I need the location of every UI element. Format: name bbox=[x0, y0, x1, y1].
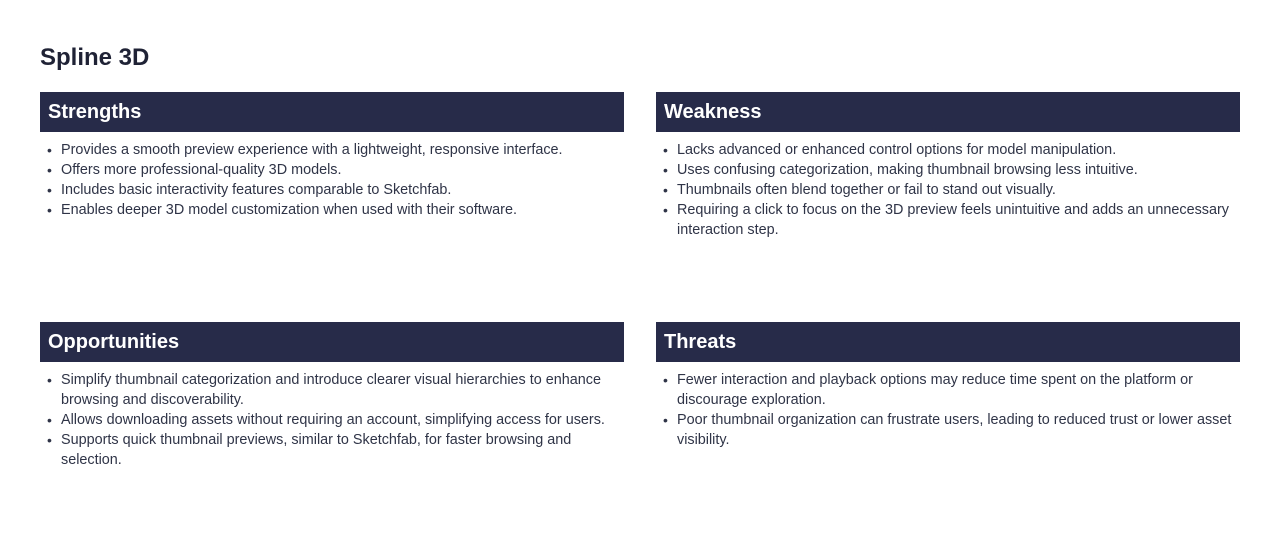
weakness-header: Weakness bbox=[656, 92, 1240, 132]
threats-header: Threats bbox=[656, 322, 1240, 362]
list-item bbox=[656, 370, 1240, 410]
list-item bbox=[40, 430, 624, 470]
list-item bbox=[656, 200, 1240, 240]
strengths-header: Strengths bbox=[40, 92, 624, 132]
list-item bbox=[656, 160, 1240, 180]
list-item bbox=[656, 140, 1240, 160]
list-item-text: Thumbnails often blend together or fail to stand out visually. bbox=[677, 182, 1056, 198]
list-item bbox=[656, 410, 1240, 450]
list-item-text: Fewer interaction and playback options may reduce time spent on the platform or discourage exploration. bbox=[677, 372, 1193, 408]
list-item-text: Includes basic interactivity features comparable to Sketchfab. bbox=[61, 182, 452, 198]
bullet-icon: • bbox=[663, 372, 668, 388]
list-item-text: Allows downloading assets without requiring an account, simplifying access for users. bbox=[61, 412, 605, 428]
bullet-icon: • bbox=[47, 182, 52, 198]
opportunities-header: Opportunities bbox=[40, 322, 624, 362]
bullet-icon: • bbox=[47, 202, 52, 218]
bullet-icon: • bbox=[47, 162, 52, 178]
list-item-text: Provides a smooth preview experience with a lightweight, responsive interface. bbox=[61, 142, 563, 158]
opportunities-section bbox=[40, 322, 624, 470]
list-item-text: Poor thumbnail organization can frustrate users, leading to reduced trust or lower asset visibility. bbox=[677, 412, 1232, 448]
list-item-text: Requiring a click to focus on the 3D preview feels unintuitive and adds an unnecessary interaction step. bbox=[677, 202, 1229, 238]
list-item bbox=[40, 410, 624, 430]
list-item bbox=[40, 160, 624, 180]
strengths-section bbox=[40, 92, 624, 220]
threats-section bbox=[656, 322, 1240, 450]
threats-list bbox=[656, 362, 1240, 450]
bullet-icon: • bbox=[663, 142, 668, 158]
strengths-list bbox=[40, 132, 624, 220]
bullet-icon: • bbox=[663, 412, 668, 428]
bullet-icon: • bbox=[663, 182, 668, 198]
page-title: Spline 3D bbox=[40, 44, 150, 71]
list-item-text: Supports quick thumbnail previews, similar to Sketchfab, for faster browsing and selection. bbox=[61, 432, 572, 468]
list-item-text: Enables deeper 3D model customization when used with their software. bbox=[61, 202, 517, 218]
list-item bbox=[40, 200, 624, 220]
bullet-icon: • bbox=[47, 412, 52, 428]
bullet-icon: • bbox=[47, 432, 52, 448]
weakness-list bbox=[656, 132, 1240, 240]
bullet-icon: • bbox=[663, 162, 668, 178]
list-item bbox=[40, 140, 624, 160]
list-item-text: Lacks advanced or enhanced control options for model manipulation. bbox=[677, 142, 1117, 158]
list-item bbox=[40, 370, 624, 410]
opportunities-list bbox=[40, 362, 624, 470]
list-item-text: Simplify thumbnail categorization and introduce clearer visual hierarchies to enhance browsing and discoverability. bbox=[61, 372, 601, 408]
list-item-text: Offers more professional-quality 3D models. bbox=[61, 162, 342, 178]
list-item bbox=[656, 180, 1240, 200]
list-item-text: Uses confusing categorization, making thumbnail browsing less intuitive. bbox=[677, 162, 1138, 178]
bullet-icon: • bbox=[47, 372, 52, 388]
weakness-section bbox=[656, 92, 1240, 240]
bullet-icon: • bbox=[663, 202, 668, 218]
bullet-icon: • bbox=[47, 142, 52, 158]
list-item bbox=[40, 180, 624, 200]
